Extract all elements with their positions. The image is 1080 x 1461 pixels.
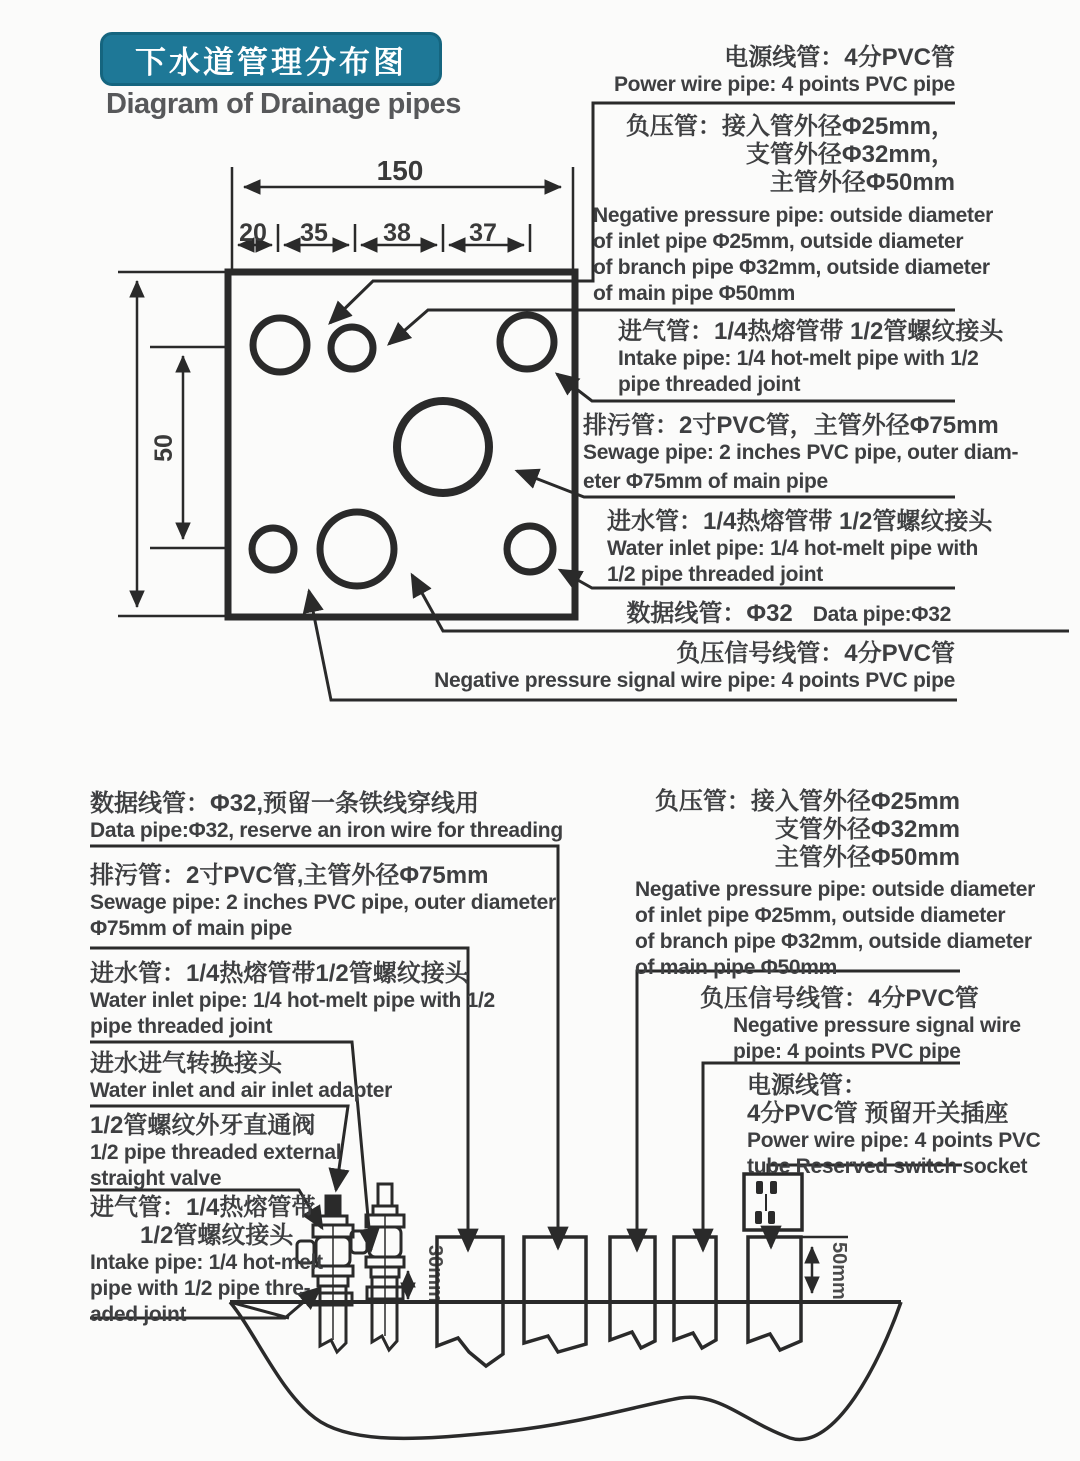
- label-zh: 进水管：1/4热熔管带 1/2管螺纹接头: [607, 508, 993, 535]
- valve2-stem: [378, 1184, 392, 1206]
- label-negative-pressure-pipe: [593, 113, 993, 307]
- label-water-inlet-pipe: [607, 508, 993, 588]
- label-bl-adapter: [90, 1050, 392, 1104]
- hole-sewage-main: [397, 401, 489, 493]
- label-en: of inlet pipe Φ25mm, outside diameter: [635, 904, 1006, 927]
- switch-socket: [744, 1174, 802, 1230]
- label-zh: 1/2管螺纹外牙直通阀: [90, 1112, 316, 1139]
- pipe-negative-pressure: [610, 1237, 655, 1348]
- label-br-negative-pressure: [635, 788, 1035, 981]
- label-zh: 支管外径Φ32mm: [774, 816, 960, 843]
- label-en: Negative pressure pipe: outside diameter: [593, 204, 993, 227]
- valve1-pipe: [320, 1286, 346, 1352]
- label-br-nps: [700, 985, 1021, 1065]
- dim-seg1: 20: [239, 219, 267, 247]
- valve2-cap: [373, 1206, 397, 1215]
- label-en: of branch pipe Φ32mm, outside diameter: [635, 930, 1032, 953]
- label-en: Power wire pipe: 4 points PVC: [747, 1129, 1041, 1152]
- label-en: Water inlet and air inlet adapter: [90, 1079, 393, 1102]
- label-en: Data pipe:Φ32, reserve an iron wire for threading: [90, 819, 563, 842]
- pipe-sewage: [437, 1237, 503, 1366]
- hole-power-wire: [253, 318, 307, 372]
- label-zh: 进水进气转换接头: [90, 1050, 282, 1077]
- valve-assembly-2: [351, 1184, 404, 1350]
- label-zh: 主管外径Φ50mm: [769, 169, 955, 196]
- label-en: pipe: 4 points PVC pipe: [733, 1040, 961, 1063]
- socket-prong-icon: [770, 1181, 777, 1194]
- label-zh: 进气管：1/4热熔管带 1/2管螺纹接头: [618, 318, 1004, 345]
- valve2-joint-band: [367, 1287, 403, 1299]
- page-title-zh: [100, 32, 442, 86]
- label-en: Negative pressure signal wire pipe: 4 points PVC pipe: [434, 669, 955, 692]
- label-sewage-pipe: [583, 412, 1019, 495]
- label-en: pipe threaded joint: [90, 1015, 273, 1038]
- label-zh: 数据线管：Φ32: [626, 600, 793, 627]
- hole-data-pipe: [320, 512, 394, 586]
- label-zh: 负压管：接入管外径Φ25mm，: [625, 113, 955, 140]
- pipe-data: [524, 1237, 586, 1352]
- label-zh: 负压管：接入管外径Φ25mm: [654, 788, 960, 815]
- valve1-stem: [326, 1196, 340, 1216]
- label-en: Intake pipe: 1/4 hot-melt: [90, 1251, 323, 1274]
- label-en: of branch pipe Φ32mm, outside diameter: [593, 256, 990, 279]
- label-zh: 4分PVC管 预留开关插座: [747, 1100, 1009, 1127]
- valve2-body: [369, 1227, 401, 1257]
- valve2-pipe: [372, 1277, 397, 1350]
- label-zh: 电源线管：4分PVC管: [724, 44, 955, 71]
- label-en: 1/2 pipe threaded joint: [607, 563, 823, 586]
- label-zh: 排污管：2寸PVC管，主管外径Φ75mm: [583, 412, 999, 439]
- label-negative-pressure-signal: [434, 640, 955, 694]
- label-power-wire-pipe: [614, 44, 955, 98]
- label-bl-water-inlet: [90, 960, 495, 1040]
- label-en: Negative pressure signal wire: [733, 1014, 1021, 1037]
- label-en: pipe threaded joint: [618, 373, 801, 396]
- label-zh: 数据线管：Φ32,预留一条铁线穿线用: [90, 790, 480, 817]
- page-title-zh-text: 下水道管理分布图: [135, 44, 407, 80]
- label-intake-pipe: [618, 318, 1004, 398]
- ground-section: [230, 1302, 901, 1439]
- dim-valve-offset: 30mm: [424, 1245, 446, 1303]
- label-en: of inlet pipe Φ25mm, outside diameter: [593, 230, 964, 253]
- dim-total-width: 150: [376, 155, 424, 186]
- label-bl-sewage-pipe: [90, 862, 556, 942]
- pipe-nps: [674, 1237, 716, 1348]
- label-en: Negative pressure pipe: outside diameter: [635, 878, 1035, 901]
- label-bl-intake: [90, 1194, 323, 1328]
- hole-water-inlet: [507, 526, 553, 572]
- label-zh: 主管外径Φ50mm: [774, 844, 960, 871]
- label-data-pipe: [626, 600, 951, 628]
- page-title-en: Diagram of Drainage pipes: [106, 88, 461, 120]
- valve2-neck: [371, 1267, 399, 1277]
- label-en: aded joint: [90, 1303, 187, 1326]
- dim-pipe-offset: 50mm: [828, 1242, 850, 1300]
- label-en: 1/2 pipe threaded external: [90, 1141, 342, 1164]
- label-en: of main pipe Φ50mm: [593, 282, 796, 305]
- socket-prong-icon: [755, 1211, 762, 1224]
- label-en: Intake pipe: 1/4 hot-melt pipe with 1/2: [618, 347, 979, 370]
- label-en: Sewage pipe: 2 inches PVC pipe, outer diameter: [90, 891, 556, 914]
- label-zh: 进水管：1/4热熔管带1/2管螺纹接头: [90, 960, 469, 987]
- label-bl-straight-valve: [90, 1112, 341, 1192]
- label-zh: 支管外径Φ32mm，: [745, 141, 955, 168]
- label-br-power-wire: [747, 1072, 1041, 1180]
- valve2-flange-top: [366, 1215, 404, 1227]
- dim-seg4: 37: [469, 219, 497, 247]
- label-zh: 进气管：1/4热熔管带: [90, 1194, 316, 1221]
- socket-box: [744, 1174, 802, 1230]
- valve1-cap: [319, 1216, 347, 1225]
- socket-prong-icon: [756, 1181, 763, 1194]
- dim-row-spacing: 50: [150, 434, 178, 462]
- dim-seg3: 38: [383, 219, 411, 247]
- pipe-stubs: [437, 1237, 801, 1366]
- label-bl-data-pipe: [90, 790, 563, 844]
- label-zh: 排污管：2寸PVC管,主管外径Φ75mm: [90, 862, 489, 889]
- hole-negative-pressure: [331, 327, 373, 369]
- label-en: pipe with 1/2 pipe thre-: [90, 1277, 311, 1300]
- label-zh: 电源线管：: [747, 1072, 867, 1099]
- label-zh: 负压信号线管：4分PVC管: [700, 985, 979, 1012]
- mounting-panel: [228, 272, 575, 617]
- panel-outline: [228, 272, 575, 617]
- label-en: of main pipe Φ50mm: [635, 956, 838, 979]
- label-zh: 1/2管螺纹接头: [140, 1222, 294, 1249]
- label-zh: 负压信号线管：4分PVC管: [676, 640, 955, 667]
- label-en: Φ75mm of main pipe: [90, 917, 293, 940]
- dim-seg2: 35: [300, 219, 328, 247]
- trench-outline: [230, 1302, 901, 1439]
- label-en: straight valve: [90, 1167, 222, 1190]
- valve2-flange-bottom: [366, 1257, 404, 1267]
- label-en: Water inlet pipe: 1/4 hot-melt pipe with 1/2: [90, 989, 495, 1012]
- label-en: Water inlet pipe: 1/4 hot-melt pipe with: [607, 537, 979, 560]
- hole-negative-pressure-signal: [252, 528, 294, 570]
- pipe-power: [748, 1237, 801, 1350]
- valve2-side-port: [351, 1231, 367, 1253]
- label-en: Sewage pipe: 2 inches PVC pipe, outer diam-: [583, 441, 1019, 464]
- label-en: tube Reserved switch socket: [747, 1155, 1028, 1178]
- label-en: eter Φ75mm of main pipe: [583, 470, 828, 493]
- hole-intake: [500, 315, 554, 369]
- label-en: Data pipe:Φ32: [812, 603, 951, 626]
- socket-prong-icon: [768, 1211, 775, 1224]
- label-en: Power wire pipe: 4 points PVC pipe: [613, 73, 955, 96]
